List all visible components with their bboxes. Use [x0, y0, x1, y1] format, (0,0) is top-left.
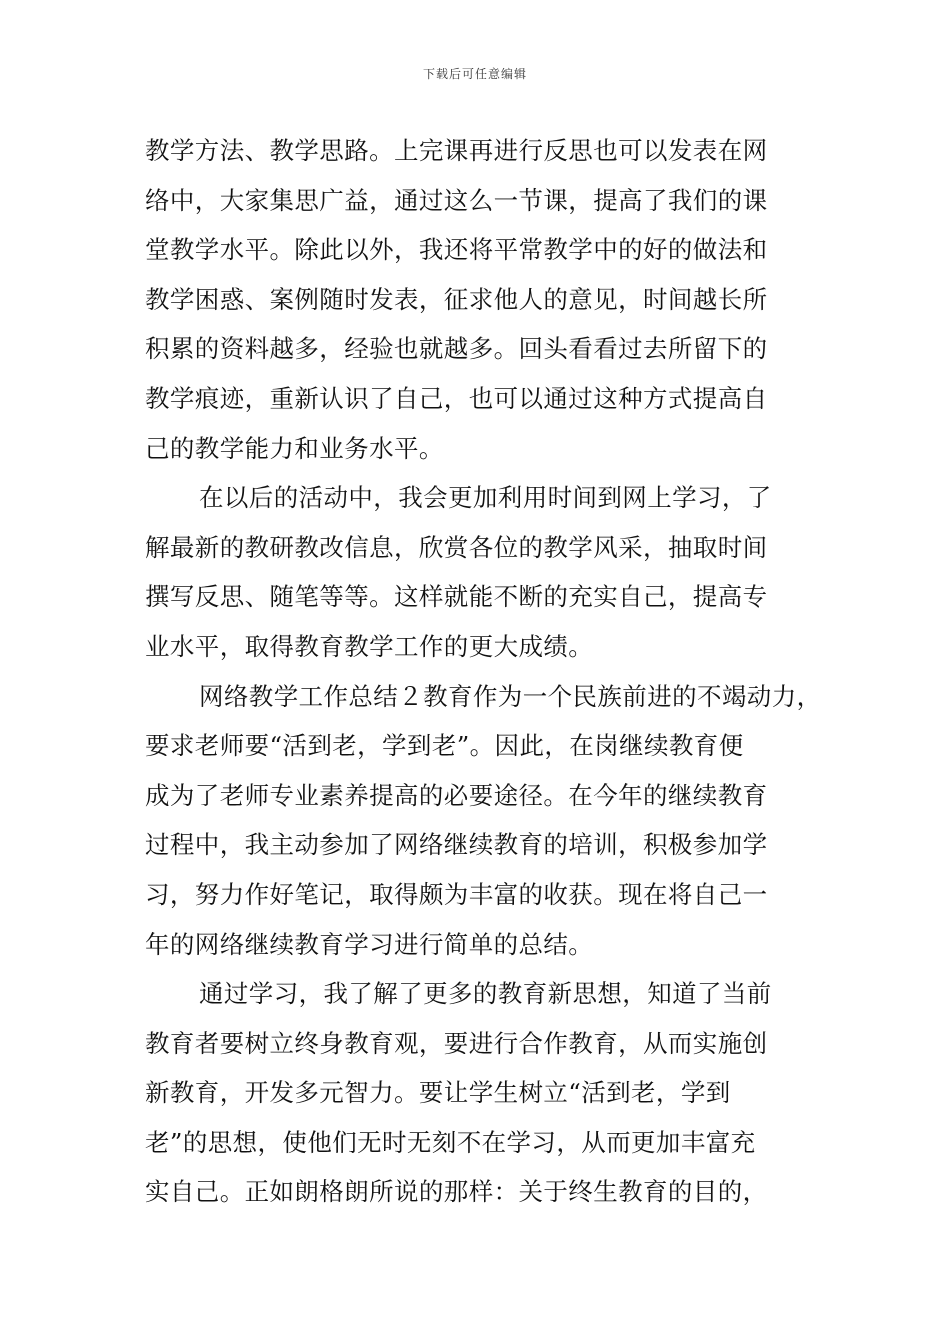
text-line: 业水平，取得教育教学工作的更大成绩。: [145, 631, 594, 661]
text-line: 习，努力作好笔记，取得颇为丰富的收获。现在将自己一: [145, 879, 768, 909]
text-line: 撰写反思、随笔等等。这样就能不断的充实自己，提高专: [145, 582, 768, 612]
text-line: 年的网络继续教育学习进行简单的总结。: [145, 929, 594, 959]
text-line: 堂教学水平。除此以外，我还将平常教学中的好的做法和: [145, 235, 768, 265]
text-line: 过程中，我主动参加了网络继续教育的培训，积极参加学: [145, 830, 768, 860]
text-line: 络中，大家集思广益，通过这么一节课，提高了我们的课: [145, 185, 768, 215]
paragraph-first-line: 网络教学工作总结２教育作为一个民族前进的不竭动力，: [199, 681, 822, 711]
text-line: 老”的思想，使他们无时无刻不在学习，从而更加丰富充: [145, 1127, 756, 1157]
text-line: 要求老师要“活到老，学到老”。因此，在岗继续教育便: [145, 731, 744, 761]
page-header: 下载后可任意编辑: [422, 67, 527, 81]
text-line: 积累的资料越多，经验也就越多。回头看看过去所留下的: [145, 334, 768, 364]
text-line: 新教育，开发多元智力。要让学生树立“活到老，学到: [145, 1078, 731, 1108]
text-line: 教育者要树立终身教育观，要进行合作教育，从而实施创: [145, 1028, 768, 1058]
paragraph-first-line: 通过学习，我了解了更多的教育新思想，知道了当前: [199, 979, 772, 1009]
document-body: [145, 126, 822, 1217]
text-line: 解最新的教研教改信息，欣赏各位的教学风采，抽取时间: [145, 532, 768, 562]
text-line: 实自己。正如朗格朗所说的那样：关于终生教育的目的，: [145, 1177, 768, 1207]
text-line: 教学痕迹，重新认识了自己，也可以通过这种方式提高自: [145, 383, 768, 413]
text-line: 教学困惑、案例随时发表，征求他人的意见，时间越长所: [145, 284, 768, 314]
text-line: 教学方法、教学思路。上完课再进行反思也可以发表在网: [145, 136, 768, 165]
paragraph-first-line: 在以后的活动中，我会更加利用时间到网上学习，了: [199, 483, 772, 513]
text-line: 己的教学能力和业务水平。: [145, 433, 444, 463]
text-line: 成为了老师专业素养提高的必要途径。在今年的继续教育: [145, 780, 768, 810]
